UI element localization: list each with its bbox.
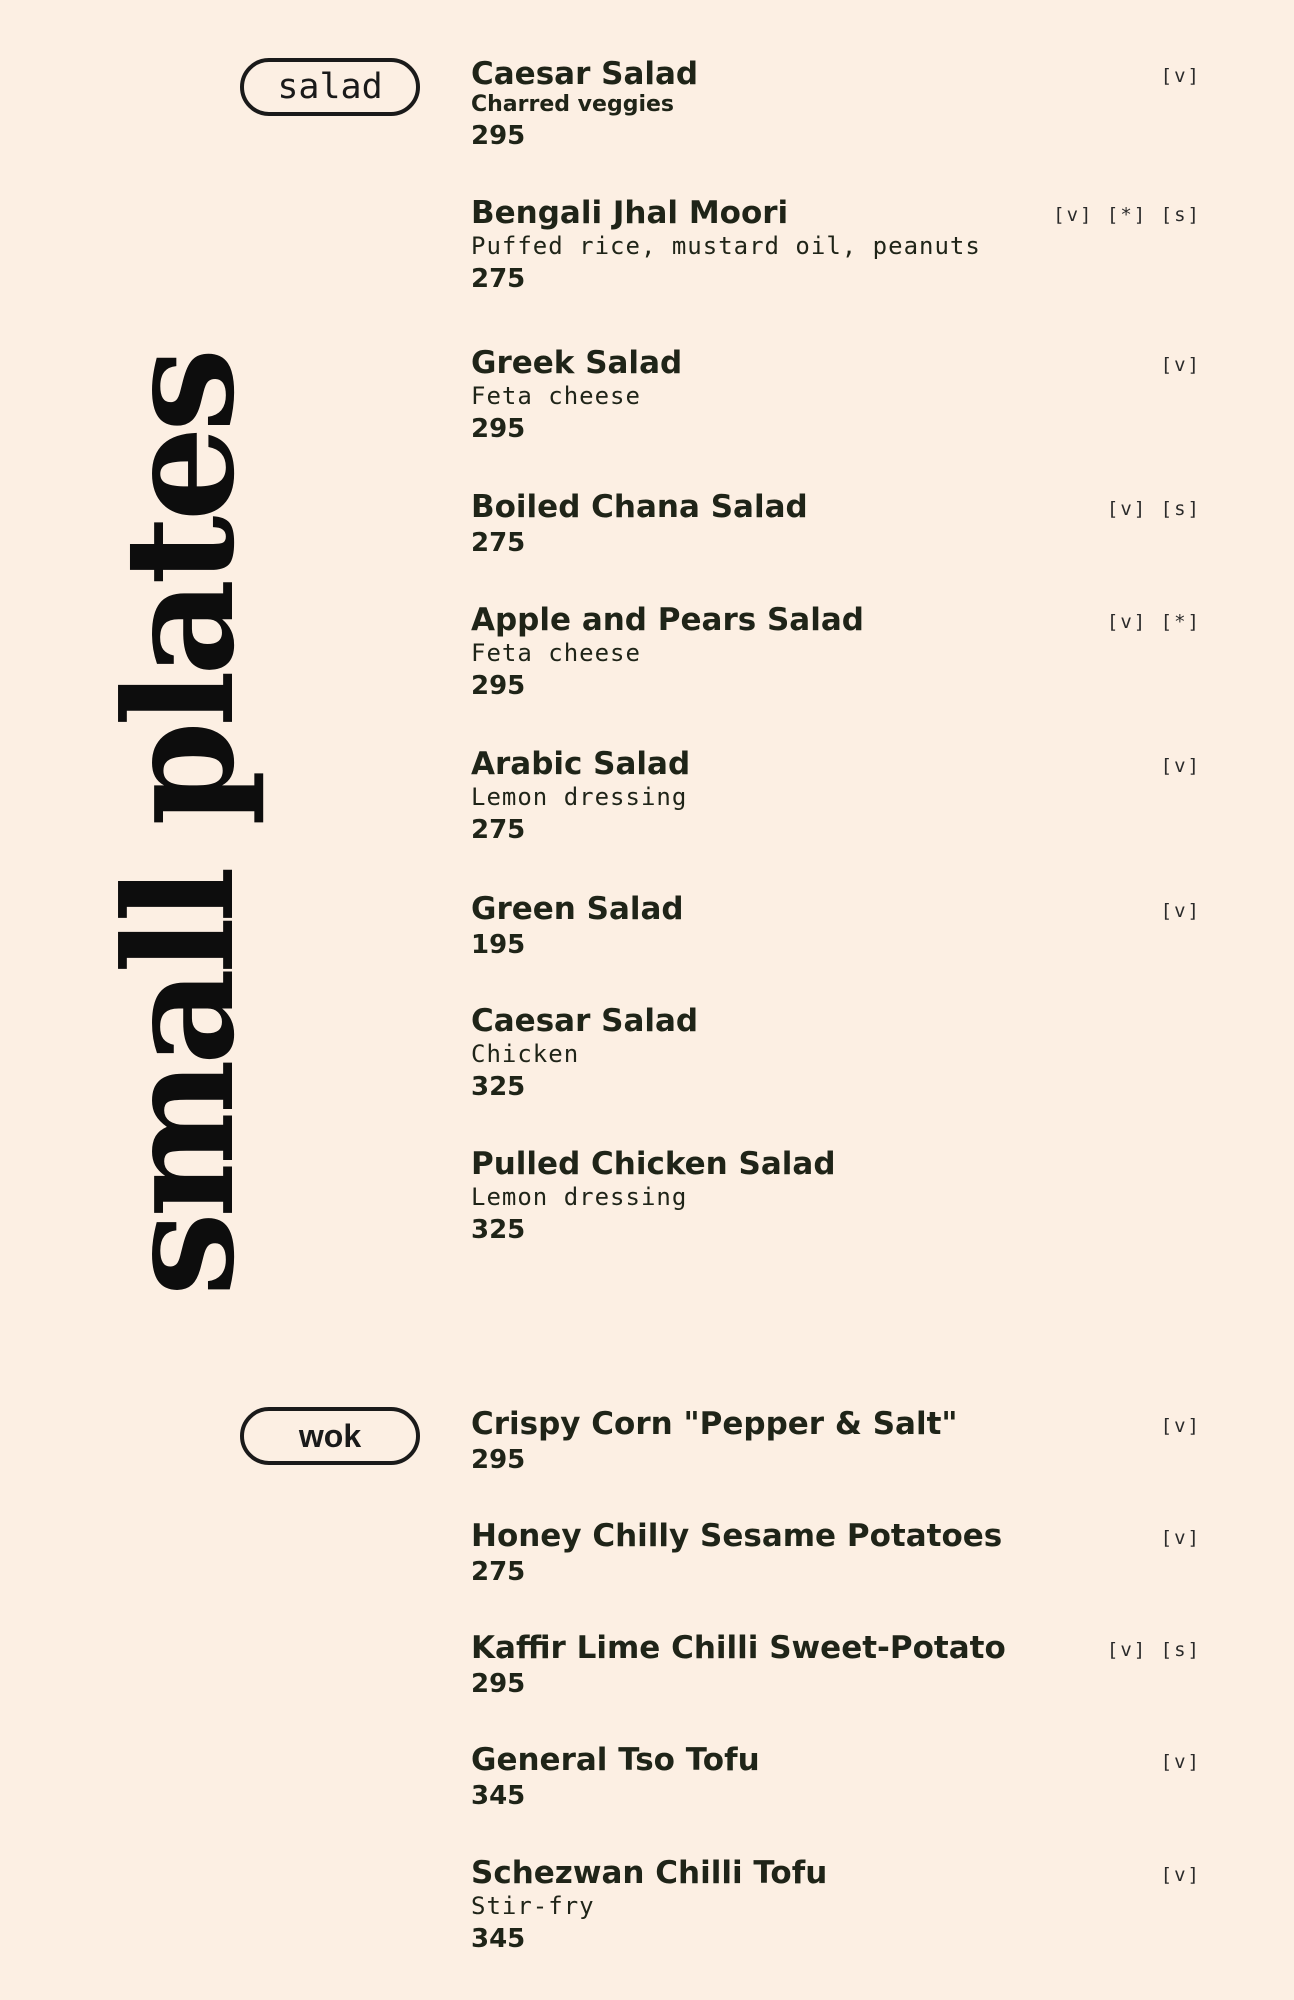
menu-item <box>471 746 1201 848</box>
item-description: Feta cheese <box>471 639 641 667</box>
item-price: 345 <box>471 1924 526 1954</box>
item-tags: [v] <box>1160 900 1201 922</box>
menu-item <box>471 1855 1201 1957</box>
item-description: Charred veggies <box>471 92 674 117</box>
item-tags: [v] <box>1160 354 1201 376</box>
menu-item <box>471 602 1201 704</box>
item-price: 295 <box>471 671 526 701</box>
menu-item <box>471 1518 1201 1590</box>
menu-item <box>471 1406 1201 1478</box>
item-price: 275 <box>471 1557 526 1587</box>
item-name: Green Salad <box>471 891 684 927</box>
menu-item <box>471 1003 1201 1105</box>
item-price: 275 <box>471 264 526 294</box>
item-tags: [v] <box>1160 1415 1201 1437</box>
item-price: 275 <box>471 528 526 558</box>
item-price: 295 <box>471 414 526 444</box>
item-price: 275 <box>471 815 526 845</box>
menu-item <box>471 489 1201 561</box>
category-pill-salad: salad <box>240 58 420 116</box>
item-name: Honey Chilly Sesame Potatoes <box>471 1518 1003 1554</box>
item-tags: [v] [*] <box>1106 611 1201 633</box>
menu-item <box>471 56 1201 154</box>
menu-item <box>471 1146 1201 1248</box>
item-name: Schezwan Chilli Tofu <box>471 1855 828 1891</box>
item-description: Lemon dressing <box>471 1183 688 1211</box>
item-tags: [v] [s] <box>1106 1639 1201 1661</box>
item-name: Apple and Pears Salad <box>471 602 864 638</box>
menu-item <box>471 1630 1201 1702</box>
item-price: 325 <box>471 1215 526 1245</box>
item-name: Arabic Salad <box>471 746 691 782</box>
item-price: 295 <box>471 121 526 151</box>
item-tags: [v] <box>1160 755 1201 777</box>
item-name: Caesar Salad <box>471 56 699 92</box>
item-description: Lemon dressing <box>471 783 688 811</box>
page-title: small plates <box>92 353 268 1297</box>
item-name: Greek Salad <box>471 345 683 381</box>
item-name: Caesar Salad <box>471 1003 699 1039</box>
item-tags: [v] <box>1160 1527 1201 1549</box>
item-tags: [v] [s] <box>1106 498 1201 520</box>
menu-item <box>471 891 1201 963</box>
menu-item <box>471 345 1201 447</box>
item-description: Chicken <box>471 1040 580 1068</box>
item-tags: [v] <box>1160 1864 1201 1886</box>
item-name: Bengali Jhal Moori <box>471 195 789 231</box>
item-price: 295 <box>471 1669 526 1699</box>
item-tags: [v] <box>1160 1751 1201 1773</box>
item-description: Puffed rice, mustard oil, peanuts <box>471 232 981 260</box>
item-tags: [v] [*] [s] <box>1053 204 1201 226</box>
menu-item <box>471 1742 1201 1814</box>
item-name: Crispy Corn "Pepper & Salt" <box>471 1406 958 1442</box>
item-description: Feta cheese <box>471 382 641 410</box>
item-name: Boiled Chana Salad <box>471 489 808 525</box>
item-price: 195 <box>471 930 526 960</box>
menu-item <box>471 195 1201 297</box>
item-description: Stir-fry <box>471 1892 595 1920</box>
item-name: Kaffir Lime Chilli Sweet-Potato <box>471 1630 1006 1666</box>
item-price: 325 <box>471 1072 526 1102</box>
item-name: Pulled Chicken Salad <box>471 1146 836 1182</box>
item-tags: [v] <box>1160 65 1201 87</box>
item-price: 345 <box>471 1781 526 1811</box>
category-pill-wok: wok <box>240 1407 420 1465</box>
item-name: General Tso Tofu <box>471 1742 760 1778</box>
item-price: 295 <box>471 1445 526 1475</box>
